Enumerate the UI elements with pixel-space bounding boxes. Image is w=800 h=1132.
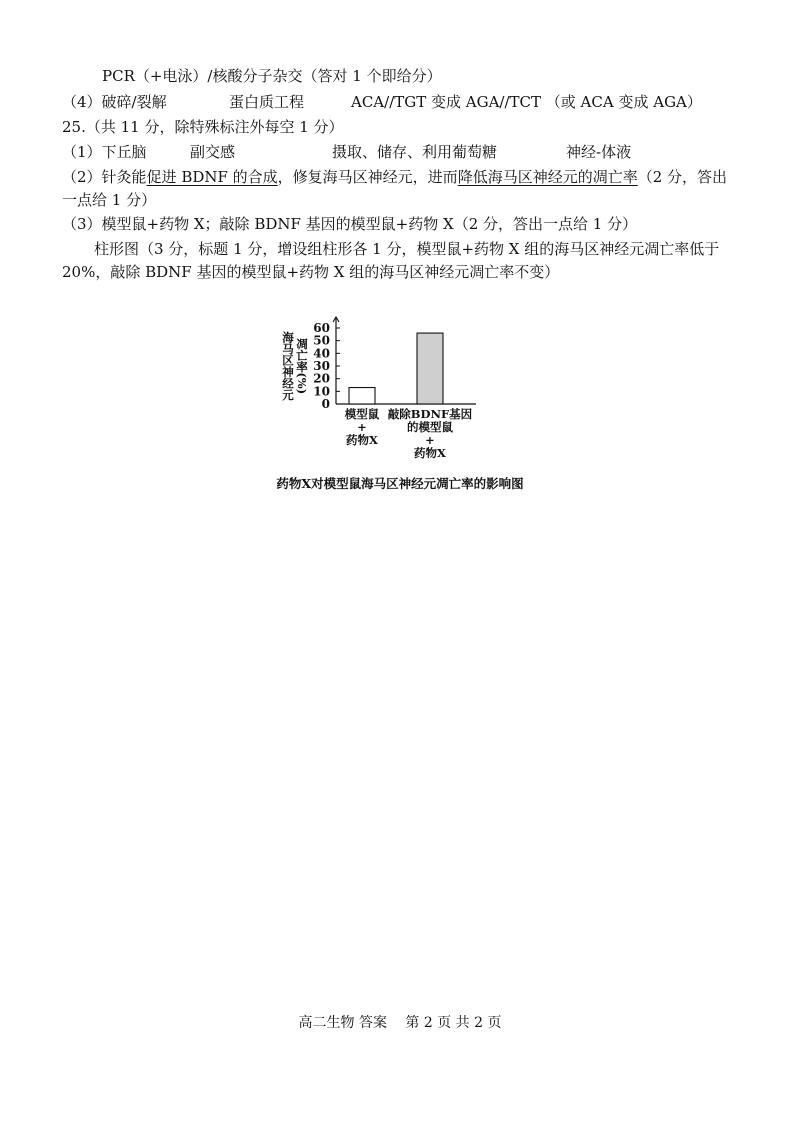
x-category-label-1-line-1: 模型鼠 bbox=[344, 407, 380, 421]
x-category-label-2-line-4: 药物X bbox=[414, 446, 446, 460]
answer-2-underlined-b: 降低海马区神经元的凋亡率 bbox=[457, 168, 638, 186]
bar-chart bbox=[270, 316, 510, 468]
bar-2 bbox=[417, 333, 443, 404]
y-tick-label-4: 40 bbox=[313, 346, 330, 361]
bar-1 bbox=[349, 388, 375, 404]
answer-line-2 bbox=[0, 92, 800, 112]
answer-1-part-4: 神经-体液 bbox=[566, 143, 632, 161]
answer-line-6: 一点给 1 分） bbox=[62, 191, 157, 209]
answer-line-8: 柱形图（3 分，标题 1 分，增设组柱形各 1 分，模型鼠+药物 X 组的海马区神经元凋亡率低于 bbox=[94, 240, 720, 258]
y-tick-label-0: 0 bbox=[321, 397, 330, 411]
answer-4-part-3: ACA//TGT 变成 AGA//TCT （或 ACA 变成 AGA） bbox=[351, 93, 702, 111]
x-category-label-2-line-1: 敲除BDNF基因 bbox=[387, 407, 473, 421]
answer-2-text-b: ，修复海马区神经元，进而 bbox=[277, 168, 458, 186]
answer-line-9: 20%，敲除 BDNF 基因的模型鼠+药物 X 组的海马区神经元凋亡率不变） bbox=[62, 263, 560, 281]
answer-2-underlined-a: 促进 BDNF 的合成 bbox=[146, 168, 278, 186]
x-category-label-1-line-2: + bbox=[357, 420, 367, 434]
answer-2-text-a: （2）针灸能 bbox=[62, 168, 147, 186]
y-tick-label-5: 50 bbox=[313, 333, 330, 348]
answer-line-1: PCR（+电泳）/核酸分子杂交（答对 1 个即给分） bbox=[102, 67, 442, 85]
question-25-heading: 25.（共 11 分，除特殊标注外每空 1 分） bbox=[62, 118, 344, 136]
y-tick-label-3: 30 bbox=[313, 359, 330, 373]
y-tick-label-6: 60 bbox=[313, 321, 330, 335]
answer-line-4 bbox=[0, 142, 800, 162]
answer-4-part-2: 蛋白质工程 bbox=[229, 93, 305, 111]
answer-line-5 bbox=[62, 167, 727, 187]
page-footer: 高二生物 答案 第 2 页 共 2 页 bbox=[298, 1015, 502, 1031]
chart-title: 药物X对模型鼠海马区神经元凋亡率的影响图 bbox=[276, 476, 524, 491]
answer-line-7: （3）模型鼠+药物 X；敲除 BDNF 基因的模型鼠+药物 X（2 分，答出一点给 1 分） bbox=[62, 215, 638, 233]
x-category-label-1-line-3: 药物X bbox=[346, 433, 378, 447]
answer-1-part-3: 摄取、储存、利用葡萄糖 bbox=[332, 143, 498, 161]
y-tick-label-1: 10 bbox=[313, 384, 330, 399]
y-axis-label-line-2: 凋亡率(%) bbox=[295, 337, 309, 395]
answer-1-part-2: 副交感 bbox=[190, 143, 236, 161]
answer-4-part-1: （4）破碎/裂解 bbox=[62, 93, 167, 111]
x-category-label-2-line-3: + bbox=[425, 433, 435, 447]
answer-2-text-c: （2 分，答出 bbox=[637, 168, 728, 186]
answer-1-part-1: （1）下丘脑 bbox=[62, 143, 147, 161]
x-category-label-2-line-2: 的模型鼠 bbox=[407, 420, 453, 434]
y-axis-label-line-1: 海马区神经元 bbox=[281, 331, 295, 401]
y-tick-label-2: 20 bbox=[313, 371, 330, 386]
